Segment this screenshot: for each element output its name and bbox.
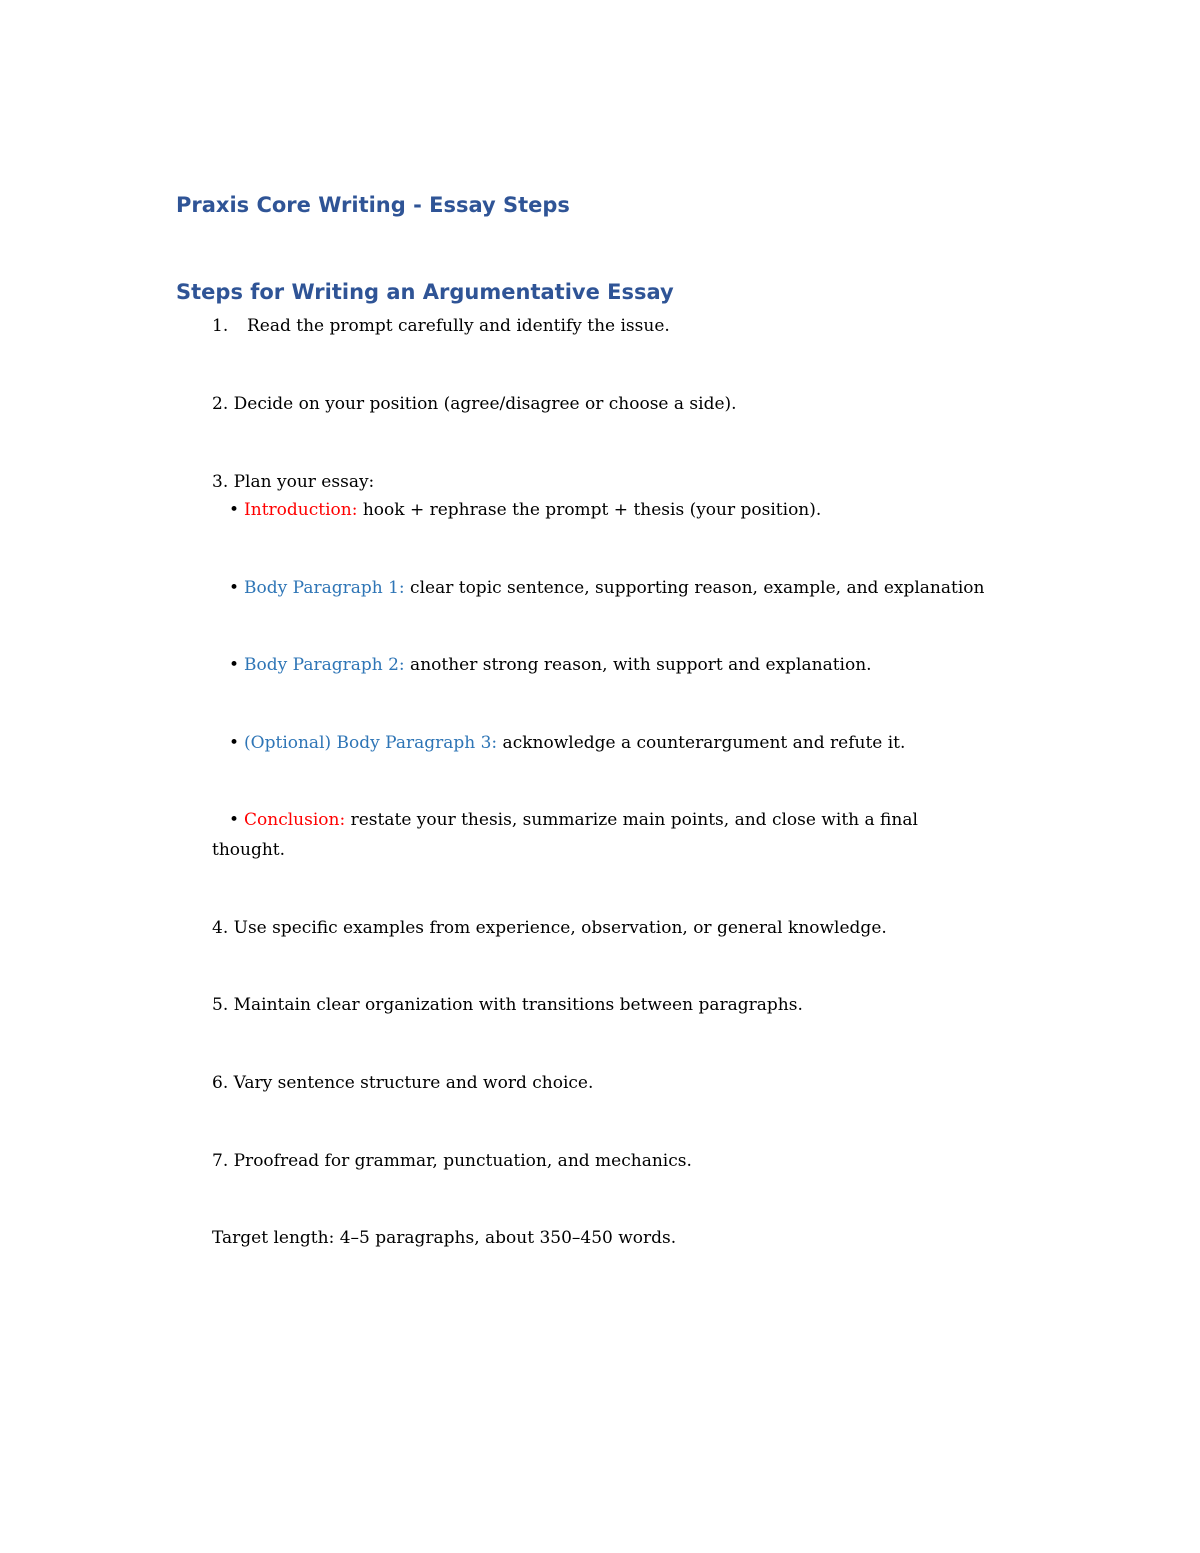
step-4: 4. Use specific examples from experience, observation, or general knowledge. (212, 918, 887, 938)
conclusion-text: restate your thesis, summarize main points, and close with a final (345, 810, 918, 830)
plan-body-2 (229, 650, 872, 680)
step-2: 2. Decide on your position (agree/disagree or choose a side). (212, 394, 737, 414)
bullet-icon: • (229, 810, 240, 830)
step-5: 5. Maintain clear organization with transitions between paragraphs. (212, 995, 803, 1015)
step-6: 6. Vary sentence structure and word choice. (212, 1073, 594, 1093)
bullet-icon: • (229, 733, 240, 753)
plan-introduction (229, 495, 821, 525)
step-1 (212, 311, 670, 341)
target-length: Target length: 4–5 paragraphs, about 350–450 words. (212, 1228, 677, 1248)
bullet-icon: • (229, 578, 240, 598)
body-3-text: acknowledge a counterargument and refute it. (497, 733, 906, 753)
body-2-text: another strong reason, with support and explanation. (404, 655, 872, 675)
bullet-icon: • (229, 655, 240, 675)
plan-body-1 (229, 573, 984, 603)
bullet-icon: • (229, 500, 240, 520)
introduction-text: hook + rephrase the prompt + thesis (your position). (357, 500, 822, 520)
body-1-text: clear topic sentence, supporting reason, example, and explanation (404, 578, 985, 598)
document-title: Praxis Core Writing - Essay Steps (176, 193, 570, 217)
section-heading: Steps for Writing an Argumentative Essay (176, 280, 674, 304)
body-1-label: Body Paragraph 1: (244, 578, 405, 598)
plan-conclusion (229, 805, 918, 835)
conclusion-continuation: thought. (212, 840, 286, 860)
body-3-label: (Optional) Body Paragraph 3: (244, 733, 498, 753)
conclusion-label: Conclusion: (244, 810, 346, 830)
step-3: 3. Plan your essay: (212, 472, 375, 492)
introduction-label: Introduction: (244, 500, 358, 520)
step-1-number: 1. (212, 316, 229, 336)
body-2-label: Body Paragraph 2: (244, 655, 405, 675)
step-7: 7. Proofread for grammar, punctuation, and mechanics. (212, 1151, 692, 1171)
plan-body-3 (229, 728, 905, 758)
step-1-text: Read the prompt carefully and identify the issue. (247, 316, 670, 336)
